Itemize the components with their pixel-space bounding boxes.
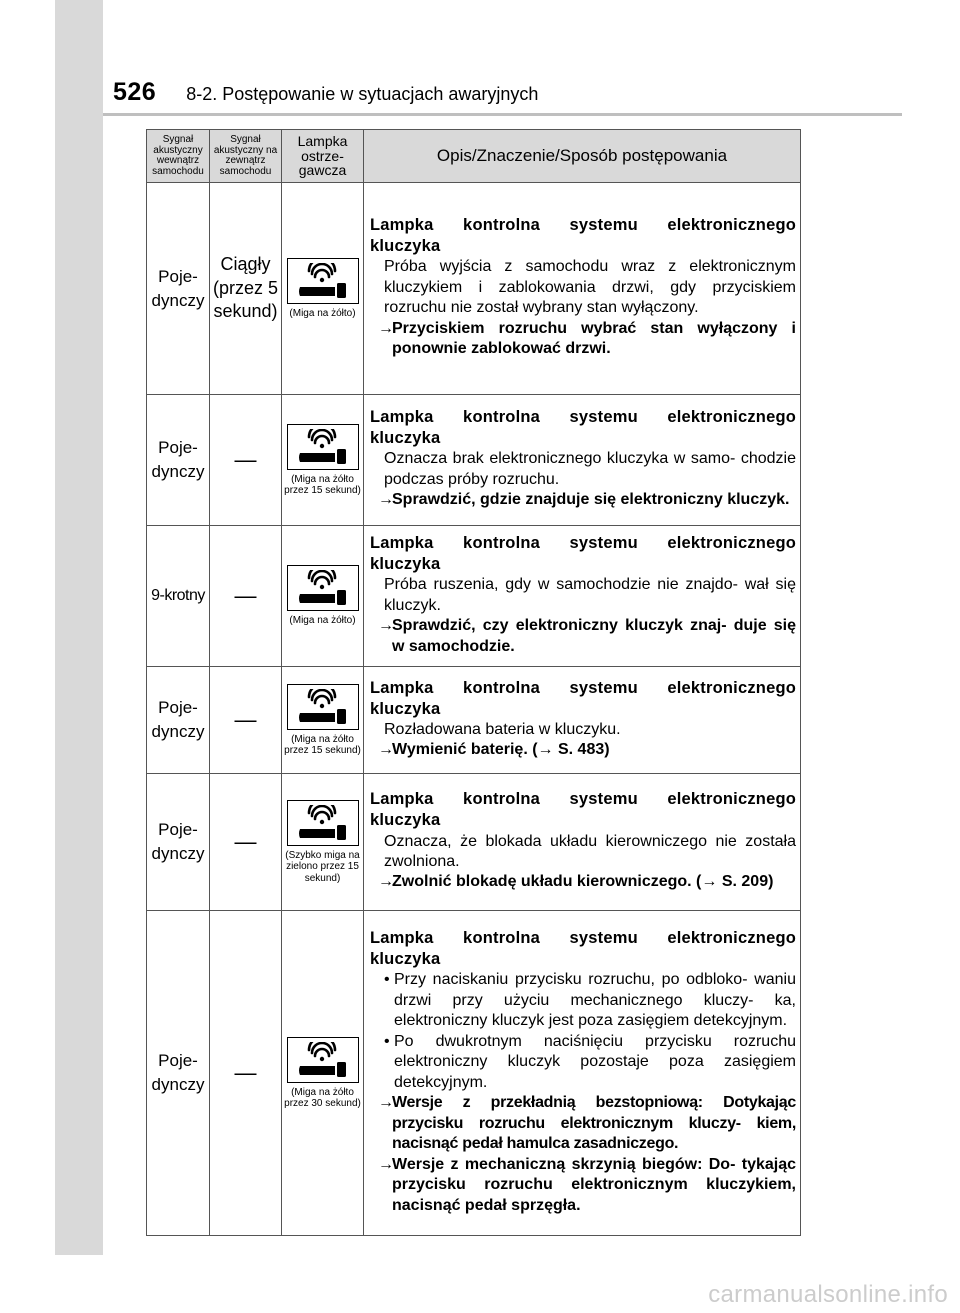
signal-wave (315, 696, 329, 703)
arrow-icon: → (701, 873, 718, 891)
smart-key-warning-icon (287, 1037, 359, 1083)
key-body (299, 1066, 335, 1075)
key-body (299, 713, 335, 722)
smart-key-symbol (295, 1042, 351, 1078)
row-action: →Przyciskiem rozruchu wybrać stan wyłączony i ponownie zablokować drzwi. (378, 319, 796, 358)
inside-buzzer-cell: Poje- dynczy (147, 774, 210, 911)
lamp-cell (282, 774, 364, 911)
lamp-cell (282, 183, 364, 395)
smart-key-symbol (295, 689, 351, 725)
page-reference-link[interactable]: S. 483) (557, 741, 610, 759)
row-title: Lampka kontrolna systemu elektronicznego kluczyka (370, 790, 796, 830)
signal-wave (315, 1049, 329, 1056)
outside-buzzer-cell: — (210, 667, 282, 774)
row-description: Rozładowana bateria w kluczyku. (384, 720, 621, 738)
key-body (299, 453, 335, 462)
header-inside-buzzer: Sygnał akustyczny wewnątrz samochodu (147, 130, 210, 183)
header-warning-lamp: Lampka ostrze- gawcza (282, 130, 364, 183)
lamp-caption: (Miga na żółto) (289, 307, 356, 319)
table-row (147, 395, 801, 526)
row-action: →Zwolnić blokadę układu kierowniczego. (→ S. 209) (370, 872, 796, 892)
arrow-icon: → (378, 873, 394, 891)
outside-buzzer-cell: — (210, 911, 282, 1236)
signal-wave (315, 270, 329, 277)
bullet-icon: • (384, 971, 390, 989)
section-title: 8-2. Postępowanie w sytuacjach awaryjnych (186, 84, 539, 104)
lamp-cell (282, 526, 364, 667)
arrow-icon: → (378, 491, 394, 509)
arrow-icon: → (378, 319, 394, 337)
row-description: Oznacza brak elektronicznego kluczyka w samo- chodzie podczas próby rozruchu. (384, 450, 796, 488)
smart-key-warning-icon (287, 258, 359, 304)
lamp-caption: (Miga na żółto przez 30 sekund) (284, 1086, 361, 1110)
row-action: →Sprawdzić, czy elektroniczny kluczyk znaj- duje się w samochodzie. (378, 617, 796, 655)
key-body (299, 594, 335, 603)
smart-key-symbol (295, 263, 351, 299)
smart-key-symbol (295, 805, 351, 841)
signal-wave (315, 577, 329, 584)
arrow-icon: → (378, 1155, 394, 1173)
lamp-cell (282, 911, 364, 1236)
row-title: Lampka kontrolna systemu elektronicznego kluczyka (370, 678, 796, 718)
description-cell (364, 667, 801, 774)
list-item: • Przy naciskaniu przycisku rozruchu, po odbloko- waniu drzwi przy użyciu mechanicznego kluczy- ka, elektroniczny kluczyk jest poza zasięgiem detekcyjnym. (384, 971, 796, 1030)
page-sidebar-band (55, 0, 103, 1255)
header-description: Opis/Znaczenie/Sposób postępowania (364, 130, 801, 183)
row-action: →Sprawdzić, gdzie znajduje się elektroniczny kluczyk. (370, 490, 796, 510)
row-description: Oznacza, że blokada układu kierowniczego nie została zwolniona. (384, 832, 796, 870)
table-row (147, 526, 801, 667)
header-rule (103, 113, 902, 116)
lamp-cell (282, 395, 364, 526)
lamp-caption: (Szybko miga na zielono przez 15 sekund) (285, 849, 360, 884)
key-body (299, 287, 335, 296)
smart-key-warning-icon (287, 684, 359, 730)
smart-key-symbol (295, 429, 351, 465)
row-action: →Wersje z przekładnią bezstopniową: Dotykając przycisku rozruchu elektronicznym kluczy- kiem, nacisnąć pedał hamulca zasadniczego. (378, 1094, 796, 1153)
key-head (337, 709, 346, 724)
lamp-caption: (Miga na żółto przez 15 sekund) (284, 733, 361, 757)
signal-wave (315, 436, 329, 443)
signal-wave (315, 812, 329, 819)
signal-dot (319, 703, 323, 707)
key-head (337, 1062, 346, 1077)
bullet-icon: • (384, 1032, 390, 1050)
outside-buzzer-cell: — (210, 395, 282, 526)
outside-buzzer-cell: — (210, 774, 282, 911)
signal-dot (319, 1056, 323, 1060)
inside-buzzer-cell: Poje- dynczy (147, 183, 210, 395)
description-cell (364, 774, 801, 911)
row-title: Lampka kontrolna systemu elektronicznego kluczyka (370, 408, 796, 448)
table-row (147, 911, 801, 1236)
smart-key-warning-icon (287, 424, 359, 470)
header-outside-buzzer: Sygnał akustyczny na zewnątrz samochodu (210, 130, 282, 183)
key-head (337, 590, 346, 605)
lamp-caption: (Miga na żółto) (289, 615, 356, 627)
list-item: • Po dwukrotnym naciśnięciu przycisku rozruchu elektroniczny kluczyk pozostaje poza zasięgiem detekcyjnym. (384, 1032, 796, 1091)
inside-buzzer-cell: Poje- dynczy (147, 667, 210, 774)
outside-buzzer-cell: Ciągły (przez 5 sekund) (210, 183, 282, 395)
outside-buzzer-cell: — (210, 526, 282, 667)
key-head (337, 825, 346, 840)
signal-dot (319, 443, 323, 447)
key-head (337, 283, 346, 298)
page-header (113, 78, 538, 112)
smart-key-warning-icon (287, 565, 359, 611)
description-cell (364, 183, 801, 395)
table-header-row (147, 130, 801, 183)
inside-buzzer-cell: Poje- dynczy (147, 395, 210, 526)
arrow-icon: → (378, 741, 394, 759)
inside-buzzer-cell: 9-krotny (147, 526, 210, 667)
description-cell (364, 395, 801, 526)
table-row (147, 667, 801, 774)
row-action: →Wersje z mechaniczną skrzynią biegów: Do- tykając przycisku rozruchu elektronicznym kluczykiem, nacisnąć pedał sprzęgła. (378, 1155, 796, 1214)
description-cell (364, 526, 801, 667)
table-row (147, 183, 801, 395)
row-title: Lampka kontrolna systemu elektronicznego kluczyka (370, 216, 796, 256)
smart-key-warning-icon (287, 800, 359, 846)
page-number: 526 (113, 78, 157, 106)
table-row (147, 774, 801, 911)
arrow-icon: → (378, 617, 394, 635)
description-cell (364, 911, 801, 1236)
row-title: Lampka kontrolna systemu elektronicznego kluczyka (370, 534, 796, 574)
signal-dot (319, 820, 323, 824)
smart-key-symbol (295, 570, 351, 606)
row-description: Próba wyjścia z samochodu wraz z elektronicznym kluczykiem i zablokowania drzwi, gdy przyciskiem rozruchu nie został wybrany stan wyłączony. (384, 258, 796, 317)
page-reference-link[interactable]: S. 209) (721, 873, 774, 891)
arrow-icon: → (378, 1094, 394, 1112)
signal-dot (319, 278, 323, 282)
inside-buzzer-cell: Poje- dynczy (147, 911, 210, 1236)
arrow-icon: → (537, 741, 554, 759)
signal-dot (319, 585, 323, 589)
row-description: Próba ruszenia, gdy w samochodzie nie znajdo- wał się kluczyk. (384, 576, 796, 614)
key-body (299, 829, 335, 838)
key-head (337, 449, 346, 464)
lamp-cell (282, 667, 364, 774)
row-action: →Wymienić baterię. (→ S. 483) (370, 740, 796, 760)
warning-buzzer-table (146, 129, 801, 1236)
row-title: Lampka kontrolna systemu elektronicznego kluczyka (370, 929, 796, 969)
footer-url: carmanualsonline.info (708, 1281, 948, 1308)
lamp-caption: (Miga na żółto przez 15 sekund) (284, 473, 361, 496)
